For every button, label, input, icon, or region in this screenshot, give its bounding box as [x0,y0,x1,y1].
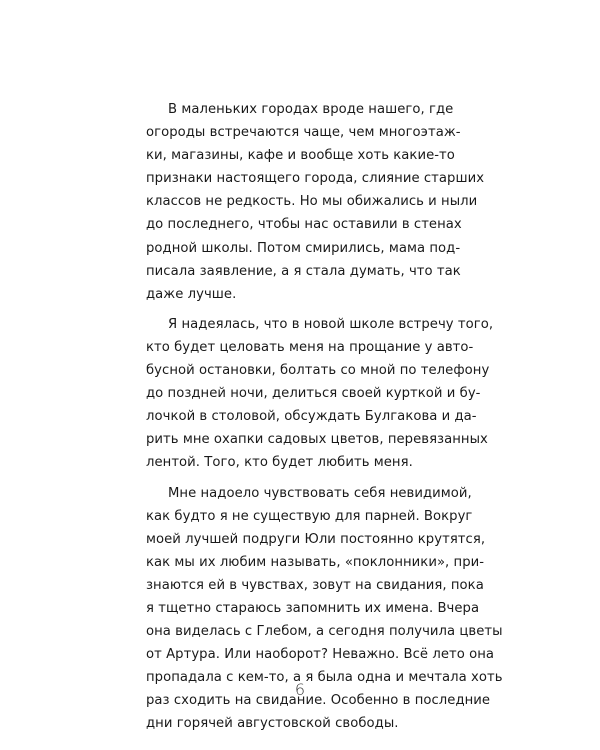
paragraph-gap [146,306,446,313]
text-line: до последнего, чтобы нас оставили в стенах [146,217,462,233]
page-number: 6 [294,680,306,699]
text-line: пропадала с кем-то, а я была одна и мечтала хоть [146,670,503,686]
paragraph [146,98,485,306]
text-line: как мы их любим называть, «поклонники», при- [146,554,485,570]
text-line: знаются ей в чувствах, зовут на свидания, пока [146,577,484,593]
text-line: писала заявление, а я стала думать, что так [146,263,461,279]
paragraph-gap [146,475,446,482]
text-line: огороды встречаются чаще, чем многоэтаж- [146,125,461,141]
text-line: дни горячей августовской свободы. [146,716,399,732]
text-line: В маленьких городах вроде нашего, где [168,102,454,117]
text-line: раз сходить на свидание. Особенно в последние [146,693,491,709]
body-text [146,98,503,736]
text-line: лочкой в столовой, обсуждать Булгакова и да- [146,409,477,425]
text-line: я тщетно стараюсь запомнить их имена. Вчера [146,600,480,616]
paragraph [146,313,494,475]
text-line: родной школы. Потом смирились, мама под- [146,240,461,256]
text-line: признаки настоящего города, слияние старших [146,171,485,187]
text-line: лентой. Того, кто будет любить меня. [146,455,413,471]
text-line: как будто я не существую для парней. Вокруг [146,508,473,524]
text-line: бусной остановки, болтать со мной по телефону [146,363,490,379]
text-line: она виделась с Глебом, а сегодня получила цветы [146,624,503,640]
text-line: Я надеялась, что в новой школе встречу того, [168,316,494,332]
text-line: классов не редкость. Но мы обижались и ныли [146,194,478,210]
text-line: до поздней ночи, делиться своей курткой и бу- [146,386,481,402]
text-line: Мне надоело чувствовать себя невидимой, [168,485,472,501]
text-line: даже лучше. [146,286,237,302]
text-line: моей лучшей подруги Юли постоянно крутятся, [146,531,486,547]
text-line: кто будет целовать меня на прощание у авто- [146,339,474,355]
text-line: рить мне охапки садовых цветов, перевязанных [146,432,488,448]
text-line: от Артура. Или наоборот? Неважно. Всё лето она [146,647,494,663]
text-line: ки, магазины, кафе и вообще хоть какие-то [146,148,455,164]
